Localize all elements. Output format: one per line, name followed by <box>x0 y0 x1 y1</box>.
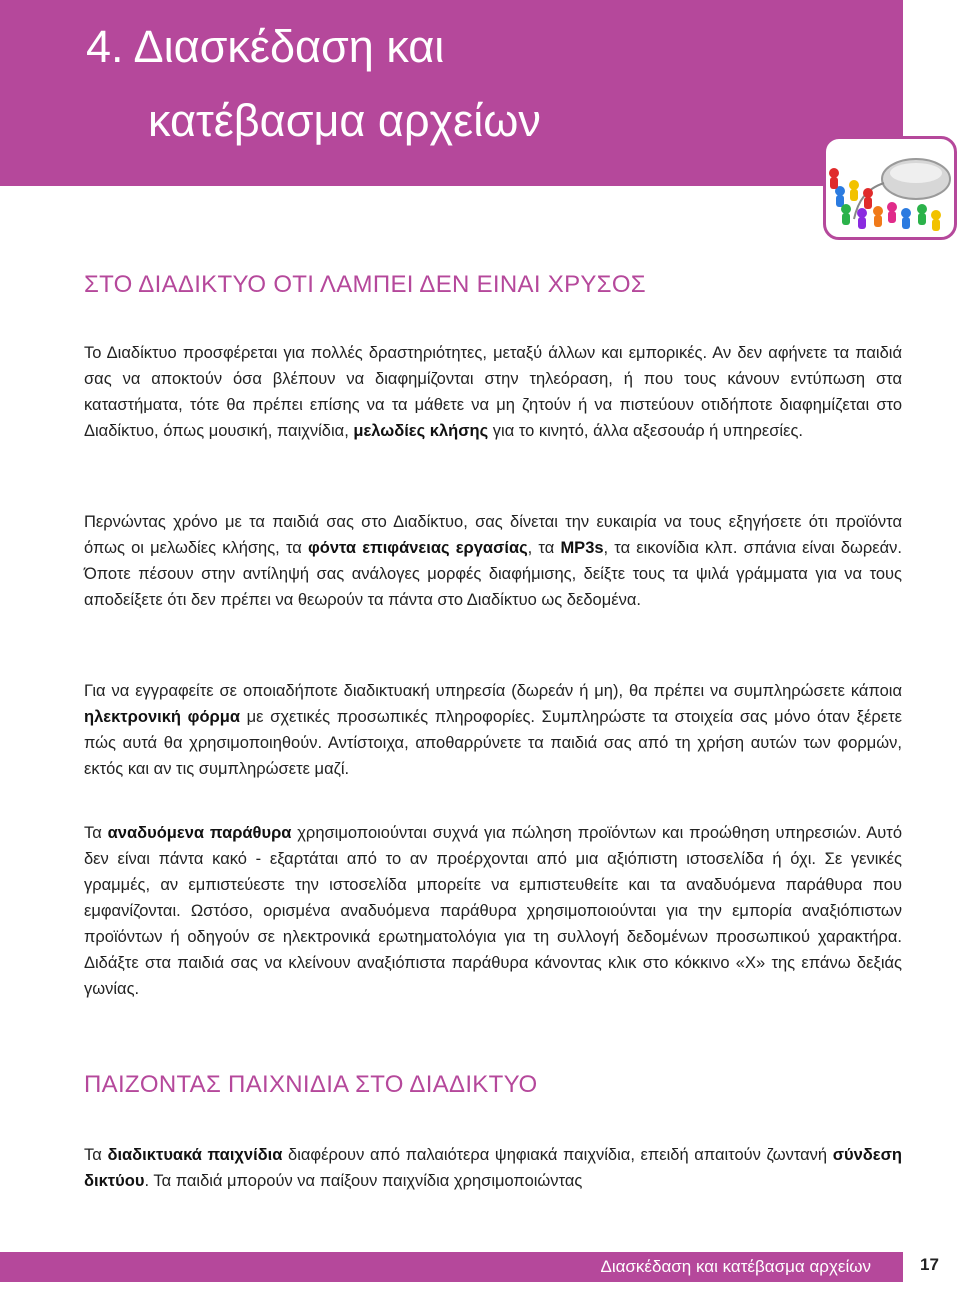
chapter-title-line2: κατέβασμα αρχείων <box>148 95 541 146</box>
section-heading-2: ΠΑΙΖΟΝΤΑΣ ΠΑΙΧΝΙΔΙΑ ΣΤΟ ΔΙΑΔΙΚΤΥΟ <box>84 1071 538 1098</box>
mouse-with-game-pieces-icon <box>823 136 957 240</box>
footer-chapter-title: Διασκέδαση και κατέβασμα αρχείων <box>600 1257 871 1276</box>
page-number: 17 <box>920 1255 939 1274</box>
paragraph-1: Το Διαδίκτυο προσφέρεται για πολλές δραστηριότητες, μεταξύ άλλων και εμπορικές. Αν δεν αφήνετε τα παιδιά σας να αποκτούν όσα βλέπουν να διαφημίζονται στην τηλεόραση, ή που τους κάνουν εντύπωση στα καταστήματα, τότε θα πρέπει επίσης να τα μάθετε να μη ζητούν ή να πιστεύουν οτιδήποτε διαφημίζεται στο Διαδίκτυο, όπως μουσική, παιχνίδια, μελωδίες κλήσης για το κινητό, άλλα αξεσουάρ ή υπηρεσίες. <box>84 344 902 440</box>
chapter-title-line1: 4. Διασκέδαση και <box>86 21 445 72</box>
section-heading-1: ΣΤΟ ΔΙΑΔΙΚΤΥΟ ΟΤΙ ΛΑΜΠΕΙ ΔΕΝ ΕΙΝΑΙ ΧΡΥΣΟΣ <box>84 271 646 298</box>
paragraph-5: Τα διαδικτυακά παιχνίδια διαφέρουν από παλαιότερα ψηφιακά παιχνίδια, επειδή απαιτούν ζωντανή σύνδεση δικτύου. Τα παιδιά μπορούν να παίξουν παιχνίδια χρησιμοποιώντας <box>84 1146 902 1190</box>
chapter-title <box>86 18 541 150</box>
paragraph-3: Για να εγγραφείτε σε οποιαδήποτε διαδικτυακή υπηρεσία (δωρεάν ή μη), θα πρέπει να συμπληρώσετε κάποια ηλεκτρονική φόρμα με σχετικές προσωπικές πληροφορίες. Συμπληρώστε τα στοιχεία σας μόνο όταν ξέρετε πώς αυτά θα χρησιμοποιηθούν. Αντίστοιχα, αποθαρρύνετε τα παιδιά σας από τη χρήση αυτών των φορμών, εκτός και αν τις συμπληρώσετε μαζί. <box>84 682 902 778</box>
footer-band <box>0 1252 903 1282</box>
paragraph-2: Περνώντας χρόνο με τα παιδιά σας στο Διαδίκτυο, σας δίνεται την ευκαιρία να τους εξηγήσετε ότι προϊόντα όπως οι μελωδίες κλήσης, τα φόντα επιφάνειας εργασίας, τα MP3s, τα εικονίδια κλπ. σπάνια είναι δωρεάν. Όποτε πέσουν στην αντίληψή σας ανάλογες μορφές διαφήμισης, δείξτε τους τα ψιλά γράμματα για να τους αποδείξετε ότι δεν πρέπει να θεωρούν τα πάντα στο Διαδίκτυο ως δεδομένα. <box>84 513 903 609</box>
paragraph-4: Τα αναδυόμενα παράθυρα χρησιμοποιούνται συχνά για πώληση προϊόντων και προώθηση υπηρεσιών. Αυτό δεν είναι πάντα κακό - εξαρτάται από το αν προέρχονται από μια αξιόπιστη ιστοσελίδα ή όχι. Σε γενικές γραμμές, αν εμπιστεύεστε την ιστοσελίδα μπορείτε να εμπιστευθείτε και τα αναδυόμενα παράθυρα που εμφανίζονται. Ωστόσο, ορισμένα αναδυόμενα παράθυρα χρησιμοποιούνται για την εμπορία αναξιόπιστων προϊόντων ή οδηγούν σε ηλεκτρονικά ερωτηματολόγια για τη συλλογή δεδομένων προσωπικού χαρακτήρα. Διδάξτε στα παιδιά σας να κλείνουν αναξιόπιστα παράθυρα κάνοντας κλικ στο κόκκινο «Χ» της επάνω δεξιάς γωνίας. <box>84 824 902 998</box>
